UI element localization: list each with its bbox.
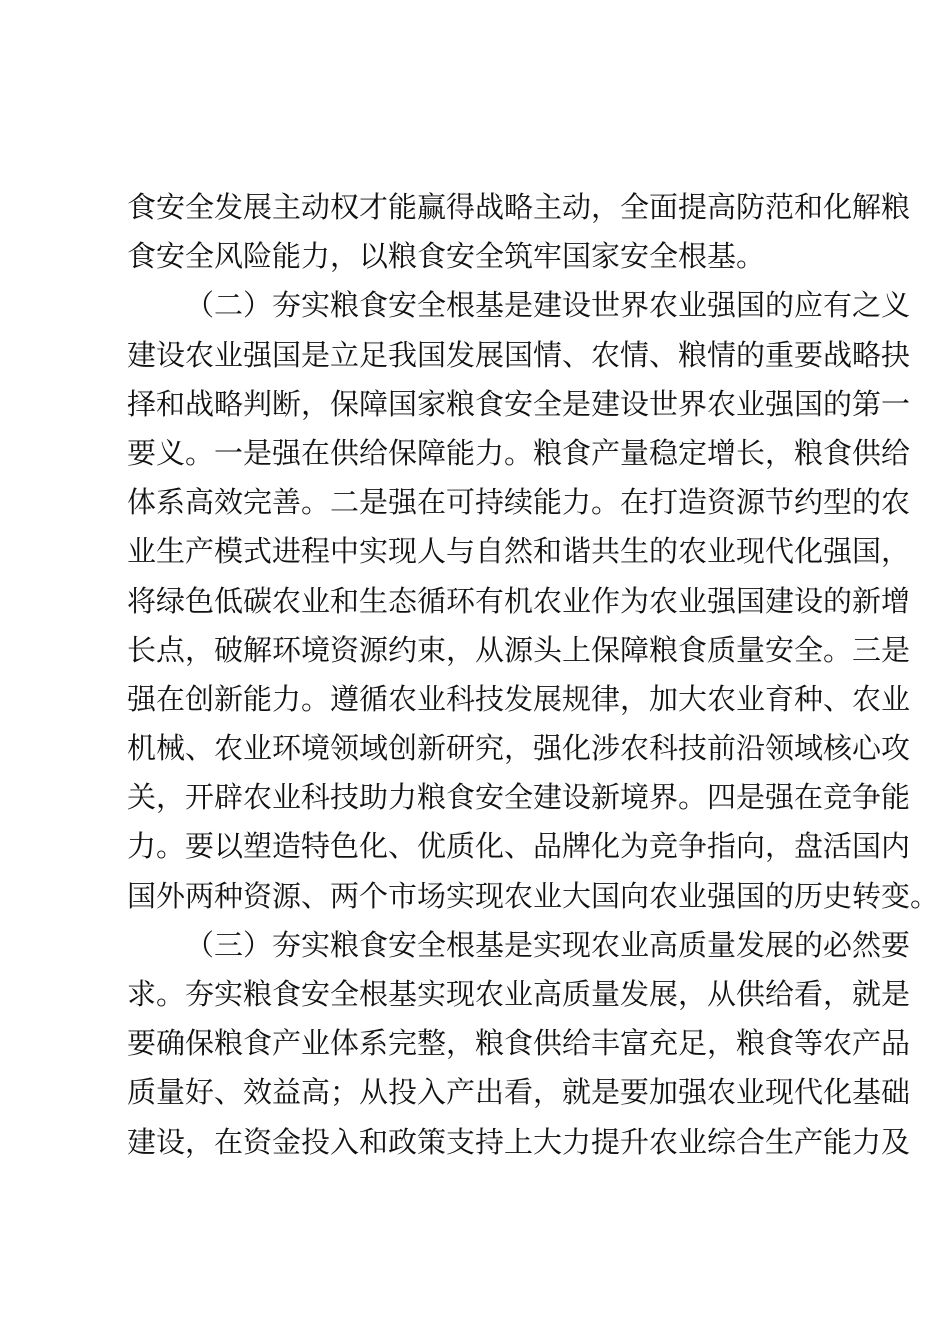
text-line: 质量好、效益高；从投入产出看，就是要加强农业现代化基础	[127, 1075, 911, 1110]
text-line: 长点，破解环境资源约束，从源头上保障粮食质量安全。三是	[127, 632, 911, 667]
body-text	[127, 183, 940, 1167]
text-line: 建设农业强国是立足我国发展国情、农情、粮情的重要战略抉	[127, 337, 911, 372]
text-line: 国外两种资源、两个市场实现农业大国向农业强国的历史转变。	[127, 878, 940, 913]
section-heading: （二）夯实粮食安全根基是建设世界农业强国的应有之义	[185, 288, 911, 323]
text-line: 关，开辟农业科技助力粮食安全建设新境界。四是强在竞争能	[127, 780, 911, 815]
text-line: 体系高效完善。二是强在可持续能力。在打造资源节约型的农	[127, 485, 911, 520]
text-line: 要确保粮食产业体系完整，粮食供给丰富充足，粮食等农产品	[127, 1026, 911, 1061]
text-line: 业生产模式进程中实现人与自然和谐共生的农业现代化强国，	[127, 534, 911, 569]
text-line: 求。夯实粮食安全根基实现农业高质量发展，从供给看，就是	[127, 977, 911, 1011]
text-line: 食安全风险能力，以粮食安全筑牢国家安全根基。	[127, 239, 766, 274]
text-line: 强在创新能力。遵循农业科技发展规律，加大农业育种、农业	[127, 681, 911, 716]
text-line: 将绿色低碳农业和生态循环有机农业作为农业强国建设的新增	[127, 583, 911, 618]
section-heading: （三）夯实粮食安全根基是实现农业高质量发展的必然要	[185, 927, 911, 962]
text-line: 择和战略判断，保障国家粮食安全是建设世界农业强国的第一	[127, 386, 911, 421]
text-line: 要义。一是强在供给保障能力。粮食产量稳定增长，粮食供给	[127, 435, 911, 470]
text-line: 力。要以塑造特色化、优质化、品牌化为竞争指向，盘活国内	[127, 829, 911, 864]
text-line: 机械、农业环境领域创新研究，强化涉农科技前沿领域核心攻	[127, 731, 911, 766]
text-line: 食安全发展主动权才能赢得战略主动，全面提高防范和化解粮	[127, 190, 911, 224]
text-line: 建设，在资金投入和政策支持上大力提升农业综合生产能力及	[127, 1124, 911, 1159]
